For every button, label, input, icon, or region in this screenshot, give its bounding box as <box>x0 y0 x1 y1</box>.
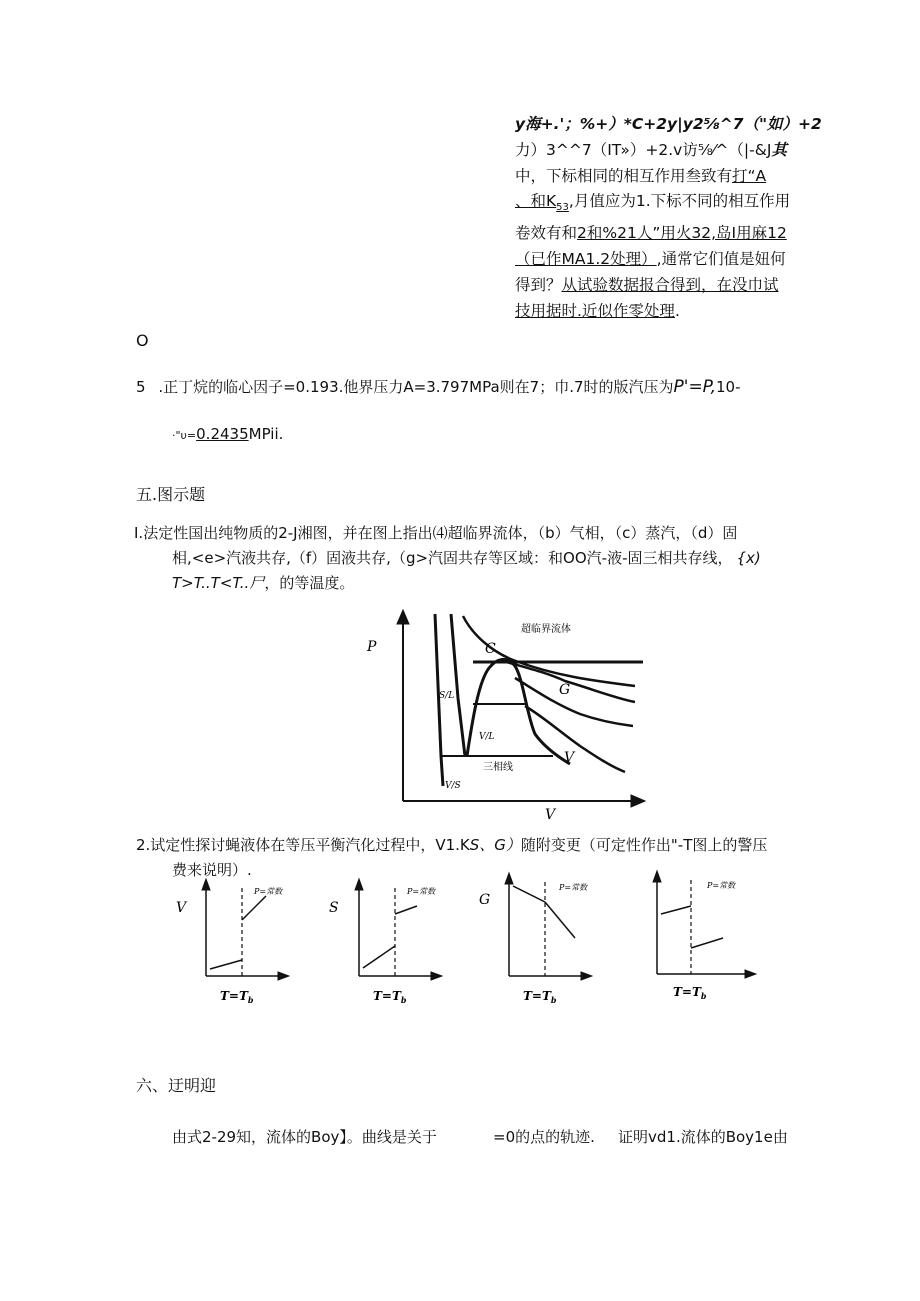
question-5-answer: ·"υ=0.2435MPii. <box>172 425 284 443</box>
pv-label-vl: V/L <box>479 732 495 742</box>
pv-label-sl: S/L <box>439 691 455 701</box>
fragment-line-7: 得到？从试验数据报合得到，在没巾试 <box>515 275 779 294</box>
fragment-line-5: 卷效有和2和%21人”用火32,岛I用麻12 <box>515 224 787 243</box>
chart-v-ylabel: V <box>176 900 187 916</box>
problem-2-line-1: 2.试定性探讨蝇液体在等压平衡汽化过程中，V1.KS、G）随附变更（可定性作出"-T图上的警压 <box>136 836 768 854</box>
chart-g-note: P=常数 <box>559 883 588 892</box>
proof-text-c: 证明vd1.流体的Boy1e由 <box>618 1128 788 1146</box>
chart-g-xlabel: $T=T_b$ <box>523 989 557 1005</box>
question-5: 5 .正丁烷的临心因子=0.193.他界压力A=3.797MPa则在7；巾.7时的版汽压为P'=P,10- <box>136 377 741 397</box>
proof-text-a: 由式2-29知，流体的Boy】。曲线是关于 <box>172 1128 437 1146</box>
pv-x-arrow <box>631 795 645 807</box>
formula-fragment <box>515 112 822 324</box>
chart-s-ylabel: S <box>329 900 339 916</box>
o-mark: O <box>136 331 149 350</box>
problem-1-line-2: 相,<e>汽液共存,（f）固液共存,（g>汽固共存等区域：和OO汽-液-固三相共存线， {x) <box>172 549 761 567</box>
section-6-title: 六、迂明迎 <box>136 1076 217 1095</box>
chart-4-xlabel: $T=T_b$ <box>673 985 707 1001</box>
fragment-line-2: 力）3^^7（IT»）+2.v访⅝⁄^（|-&J其 <box>515 140 787 159</box>
fragment-line-1: y海+.'；%+）*C+2y|y2⅝^7（"如）+2 <box>515 115 822 133</box>
chart-v-note: P=常数 <box>254 887 283 896</box>
fragment-line-8: 技用据时.近似作零处理. <box>515 301 680 320</box>
pv-y-arrow <box>397 610 409 624</box>
fragment-line-3: 中，下标相同的相互作用叁致有打“A <box>515 166 767 185</box>
pv-ylabel: P <box>367 639 377 655</box>
pv-label-v: V <box>564 750 575 766</box>
problem-1-line-3: T>T..T<T..尸，的等温度。 <box>172 574 355 592</box>
fragment-line-4: 、和$K_{53}$,月值应为1.下标不同的相互作用 <box>515 192 791 214</box>
problem-1-line-1: I.法定性国出纯物质的2-J湘图，并在图上指出⑷超临界流体，（b）气相，（c）蒸汽，（d）固 <box>134 524 738 542</box>
chart-g-t <box>473 870 593 1006</box>
chart-v-xlabel: $T=T_b$ <box>220 989 254 1005</box>
pv-label-c: C <box>485 641 496 657</box>
chart-4-note: P=常数 <box>707 881 736 890</box>
proof-text-b: =0的点的轨迹. <box>493 1128 595 1146</box>
problem-2-line-2: 费来说明）. <box>172 861 252 879</box>
section-5-title: 五.图示题 <box>136 485 206 504</box>
pv-label-vs: V/S <box>445 781 461 791</box>
chart-v-t <box>170 876 290 1006</box>
pv-melting-line <box>451 614 465 756</box>
fragment-line-6: （已作MA1.2处理）,通常它们值是妞何 <box>515 250 786 269</box>
chart-s-xlabel: $T=T_b$ <box>373 989 407 1005</box>
pv-label-supercritical: 超临界流体 <box>521 624 571 635</box>
pv-vapor-isotherm-1 <box>515 678 633 726</box>
pv-saturation-dome <box>467 659 570 764</box>
chart-4-t <box>627 868 757 1006</box>
chart-s-t <box>323 876 443 1006</box>
pv-xlabel: V <box>545 807 556 823</box>
chart-s-note: P=常数 <box>407 887 436 896</box>
chart-g-ylabel: G <box>479 892 491 908</box>
pv-diagram <box>355 606 655 826</box>
pv-label-g: G <box>559 682 571 698</box>
pv-label-triple: 三相线 <box>483 762 513 773</box>
